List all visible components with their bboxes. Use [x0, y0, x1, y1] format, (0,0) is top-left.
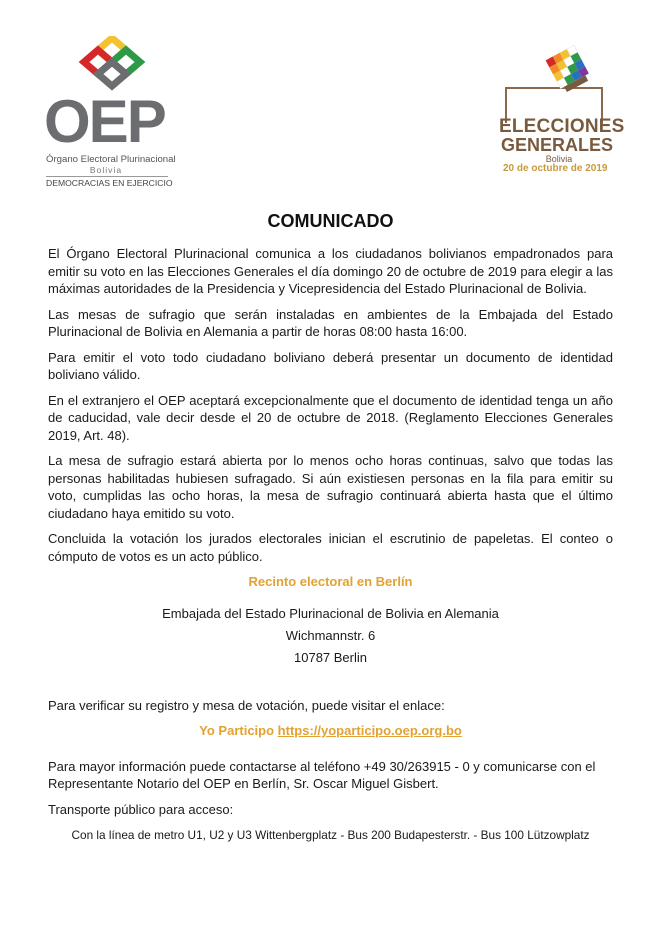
venue-title: Recinto electoral en Berlín — [248, 574, 413, 589]
elecciones-logo — [497, 42, 625, 177]
paragraph: En el extranjero el OEP aceptará excepcionalmente que el documento de identidad tenga un año de caducidad, vale decir desde el 20 de octubre de 2018. (Reglamento Elecciones Generales 2019, Art. 48). — [48, 392, 613, 443]
venue-address — [48, 603, 613, 669]
yoparticipo-link[interactable]: https://yoparticipo.oep.org.bo — [277, 723, 462, 738]
address-line: 10787 Berlin — [294, 649, 367, 665]
paragraph: La mesa de sufragio estará abierta por lo menos ocho horas continuas, salvo que todas las personas habilitadas hubiesen sufragado. Si aún existiesen personas en la fila para emitir su voto, cumplidas las ocho horas, la mesa de sufragio continuará abierta hasta que el último ciudadano haya emitido su voto. — [48, 453, 613, 521]
document-body — [48, 245, 613, 845]
oep-logo-word: OEP — [44, 88, 165, 155]
wiphala-flag-icon — [535, 42, 615, 104]
elecciones-logo-line1: ELECCIONES — [499, 116, 625, 137]
link-label: Yo Participo — [199, 723, 275, 738]
verify-text: Para verificar su registro y mesa de votación, puede visitar el enlace: — [48, 697, 445, 713]
address-line: Wichmannstr. 6 — [285, 627, 376, 643]
oep-logo-divider — [46, 176, 168, 177]
elecciones-logo-line2: GENERALES — [501, 135, 614, 155]
elecciones-logo-date: 20 de octubre de 2019 — [503, 163, 608, 174]
transport-title: Transporte público para acceso: — [48, 801, 234, 817]
link-line — [48, 722, 613, 740]
page-title: COMUNICADO — [267, 211, 394, 231]
oep-logo-subtitle: Órgano Electoral Plurinacional — [46, 154, 176, 165]
paragraph: Para emitir el voto todo ciudadano boliviano deberá presentar un documento de identidad boliviano válido. — [48, 349, 613, 382]
oep-logo — [44, 36, 176, 188]
transport-lines: Con la línea de metro U1, U2 y U3 Wittenbergplatz - Bus 200 Budapesterstr. - Bus 100 Lützowplatz — [71, 828, 590, 842]
oep-emblem-icon — [68, 36, 158, 96]
paragraph: Concluida la votación los jurados electorales inician el escrutinio de papeletas. El conteo o cómputo de votos es un acto público. — [48, 531, 613, 564]
elecciones-logo-country: Bolivia — [545, 154, 573, 164]
contact-info: Para mayor información puede contactarse al teléfono +49 30/263915 - 0 y comunicarse con el Representante Notario del OEP en Berlín, Sr. Oscar Miguel Gisbert. — [48, 758, 596, 791]
oep-logo-country: Bolivia — [89, 165, 123, 175]
paragraph: El Órgano Electoral Plurinacional comunica a los ciudadanos bolivianos empadronados para emitir su voto en las Elecciones Generales el día domingo 20 de octubre de 2019 para elegir a las máximas autoridades de la Presidencia y Vicepresidencia del Estado Plurinacional de Bolivia. — [48, 246, 613, 296]
oep-logo-tagline: DEMOCRACIAS EN EJERCICIO — [46, 178, 173, 188]
address-line: Embajada del Estado Plurinacional de Bolivia en Alemania — [162, 605, 499, 621]
paragraph: Las mesas de sufragio que serán instaladas en ambientes de la Embajada del Estado Plurinacional de Bolivia en Alemania a partir de horas 08:00 hasta 16:00. — [48, 306, 613, 339]
